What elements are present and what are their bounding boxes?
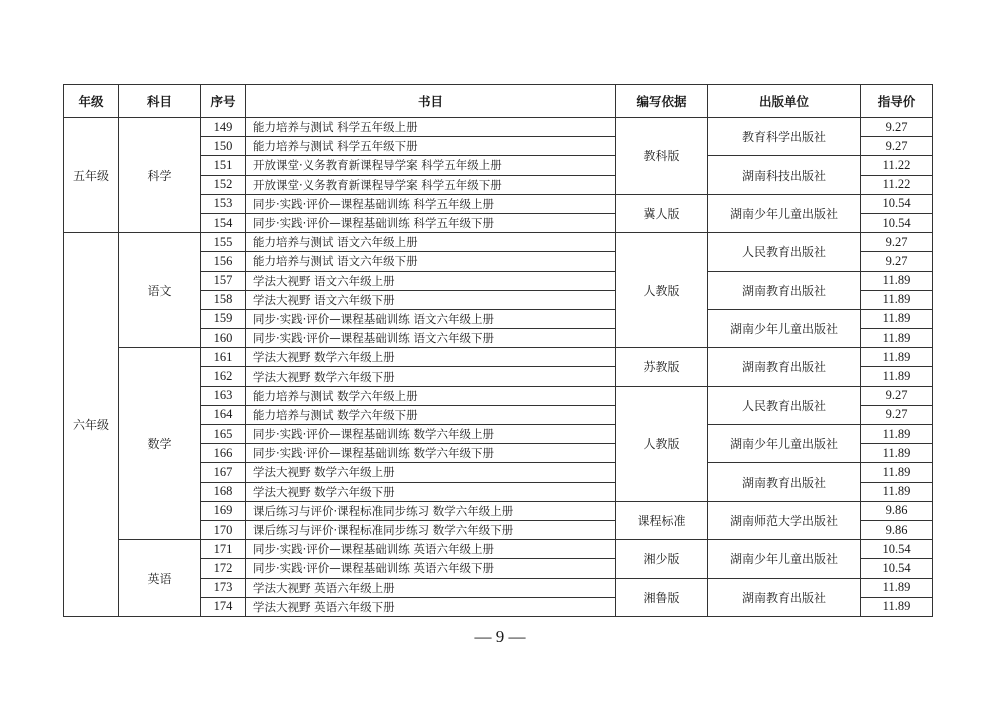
basis-cell: 人教版: [616, 386, 708, 501]
title-cell: 学法大视野 英语六年级下册: [246, 597, 616, 616]
price-cell: 10.54: [861, 559, 933, 578]
publisher-cell: 湖南教育出版社: [708, 271, 861, 309]
publisher-cell: 湖南少年儿童出版社: [708, 425, 861, 463]
title-cell: 同步·实践·评价—课程基础训练 科学五年级上册: [246, 194, 616, 213]
seq-cell: 165: [201, 425, 246, 444]
title-cell: 能力培养与测试 数学六年级下册: [246, 405, 616, 424]
price-cell: 10.54: [861, 194, 933, 213]
table-body: [64, 118, 933, 617]
publisher-cell: 人民教育出版社: [708, 386, 861, 424]
price-cell: 9.27: [861, 233, 933, 252]
price-cell: 11.22: [861, 175, 933, 194]
title-cell: 能力培养与测试 科学五年级下册: [246, 137, 616, 156]
seq-cell: 150: [201, 137, 246, 156]
basis-cell: 苏教版: [616, 348, 708, 386]
price-cell: 9.27: [861, 252, 933, 271]
header-subject: 科目: [119, 85, 201, 118]
header-price: 指导价: [861, 85, 933, 118]
price-cell: 11.89: [861, 597, 933, 616]
title-cell: 同步·实践·评价—课程基础训练 语文六年级上册: [246, 309, 616, 328]
price-cell: 11.89: [861, 309, 933, 328]
basis-cell: 湘少版: [616, 540, 708, 578]
title-cell: 同步·实践·评价—课程基础训练 英语六年级下册: [246, 559, 616, 578]
title-cell: 能力培养与测试 数学六年级上册: [246, 386, 616, 405]
subject-cell: 语文: [119, 233, 201, 348]
basis-cell: 人教版: [616, 233, 708, 348]
seq-cell: 163: [201, 386, 246, 405]
title-cell: 开放课堂·义务教育新课程导学案 科学五年级下册: [246, 175, 616, 194]
seq-cell: 159: [201, 309, 246, 328]
publisher-cell: 教育科学出版社: [708, 118, 861, 156]
seq-cell: 156: [201, 252, 246, 271]
seq-cell: 164: [201, 405, 246, 424]
title-cell: 学法大视野 英语六年级上册: [246, 578, 616, 597]
seq-cell: 157: [201, 271, 246, 290]
publisher-cell: 湖南科技出版社: [708, 156, 861, 194]
seq-cell: 172: [201, 559, 246, 578]
title-cell: 学法大视野 语文六年级下册: [246, 290, 616, 309]
price-cell: 11.89: [861, 578, 933, 597]
subject-cell: 科学: [119, 118, 201, 233]
seq-cell: 160: [201, 329, 246, 348]
header-row: [64, 85, 933, 118]
seq-cell: 149: [201, 118, 246, 137]
price-cell: 9.86: [861, 520, 933, 539]
title-cell: 学法大视野 语文六年级上册: [246, 271, 616, 290]
price-cell: 11.89: [861, 367, 933, 386]
publisher-cell: 人民教育出版社: [708, 233, 861, 271]
title-cell: 课后练习与评价·课程标准同步练习 数学六年级下册: [246, 520, 616, 539]
title-cell: 能力培养与测试 语文六年级上册: [246, 233, 616, 252]
price-cell: 9.86: [861, 501, 933, 520]
publisher-cell: 湖南教育出版社: [708, 463, 861, 501]
basis-cell: 教科版: [616, 118, 708, 195]
header-publisher: 出版单位: [708, 85, 861, 118]
title-cell: 同步·实践·评价—课程基础训练 语文六年级下册: [246, 329, 616, 348]
price-cell: 11.89: [861, 348, 933, 367]
price-cell: 11.89: [861, 425, 933, 444]
seq-cell: 158: [201, 290, 246, 309]
book-price-table: [63, 84, 933, 617]
table-row: [64, 348, 933, 367]
price-cell: 11.89: [861, 329, 933, 348]
price-cell: 10.54: [861, 213, 933, 232]
title-cell: 能力培养与测试 科学五年级上册: [246, 118, 616, 137]
basis-cell: 湘鲁版: [616, 578, 708, 616]
seq-cell: 168: [201, 482, 246, 501]
seq-cell: 161: [201, 348, 246, 367]
seq-cell: 152: [201, 175, 246, 194]
title-cell: 学法大视野 数学六年级上册: [246, 348, 616, 367]
seq-cell: 174: [201, 597, 246, 616]
price-cell: 11.89: [861, 482, 933, 501]
seq-cell: 154: [201, 213, 246, 232]
seq-cell: 173: [201, 578, 246, 597]
title-cell: 开放课堂·义务教育新课程导学案 科学五年级上册: [246, 156, 616, 175]
price-cell: 9.27: [861, 405, 933, 424]
table-row: [64, 118, 933, 137]
grade-cell: 五年级: [64, 118, 119, 233]
subject-cell: 英语: [119, 540, 201, 617]
title-cell: 同步·实践·评价—课程基础训练 数学六年级上册: [246, 425, 616, 444]
price-cell: 11.89: [861, 463, 933, 482]
header-grade: 年级: [64, 85, 119, 118]
seq-cell: 167: [201, 463, 246, 482]
table-row: [64, 540, 933, 559]
header-seq: 序号: [201, 85, 246, 118]
title-cell: 同步·实践·评价—课程基础训练 科学五年级下册: [246, 213, 616, 232]
title-cell: 能力培养与测试 语文六年级下册: [246, 252, 616, 271]
publisher-cell: 湖南师范大学出版社: [708, 501, 861, 539]
title-cell: 同步·实践·评价—课程基础训练 英语六年级上册: [246, 540, 616, 559]
price-cell: 11.89: [861, 290, 933, 309]
price-cell: 11.22: [861, 156, 933, 175]
price-cell: 11.89: [861, 444, 933, 463]
seq-cell: 151: [201, 156, 246, 175]
subject-cell: 数学: [119, 348, 201, 540]
title-cell: 同步·实践·评价—课程基础训练 数学六年级下册: [246, 444, 616, 463]
price-cell: 11.89: [861, 271, 933, 290]
title-cell: 学法大视野 数学六年级上册: [246, 463, 616, 482]
publisher-cell: 湖南教育出版社: [708, 578, 861, 616]
seq-cell: 162: [201, 367, 246, 386]
price-cell: 9.27: [861, 386, 933, 405]
header-basis: 编写依据: [616, 85, 708, 118]
price-cell: 9.27: [861, 137, 933, 156]
publisher-cell: 湖南少年儿童出版社: [708, 309, 861, 347]
publisher-cell: 湖南教育出版社: [708, 348, 861, 386]
basis-cell: 冀人版: [616, 194, 708, 232]
price-cell: 9.27: [861, 118, 933, 137]
basis-cell: 课程标准: [616, 501, 708, 539]
seq-cell: 170: [201, 520, 246, 539]
seq-cell: 155: [201, 233, 246, 252]
publisher-cell: 湖南少年儿童出版社: [708, 540, 861, 578]
seq-cell: 171: [201, 540, 246, 559]
header-title: 书目: [246, 85, 616, 118]
table-row: [64, 233, 933, 252]
title-cell: 学法大视野 数学六年级下册: [246, 482, 616, 501]
price-cell: 10.54: [861, 540, 933, 559]
title-cell: 课后练习与评价·课程标准同步练习 数学六年级上册: [246, 501, 616, 520]
seq-cell: 169: [201, 501, 246, 520]
grade-cell: 六年级: [64, 233, 119, 617]
seq-cell: 153: [201, 194, 246, 213]
page-number: — 9 —: [474, 627, 526, 646]
publisher-cell: 湖南少年儿童出版社: [708, 194, 861, 232]
seq-cell: 166: [201, 444, 246, 463]
title-cell: 学法大视野 数学六年级下册: [246, 367, 616, 386]
